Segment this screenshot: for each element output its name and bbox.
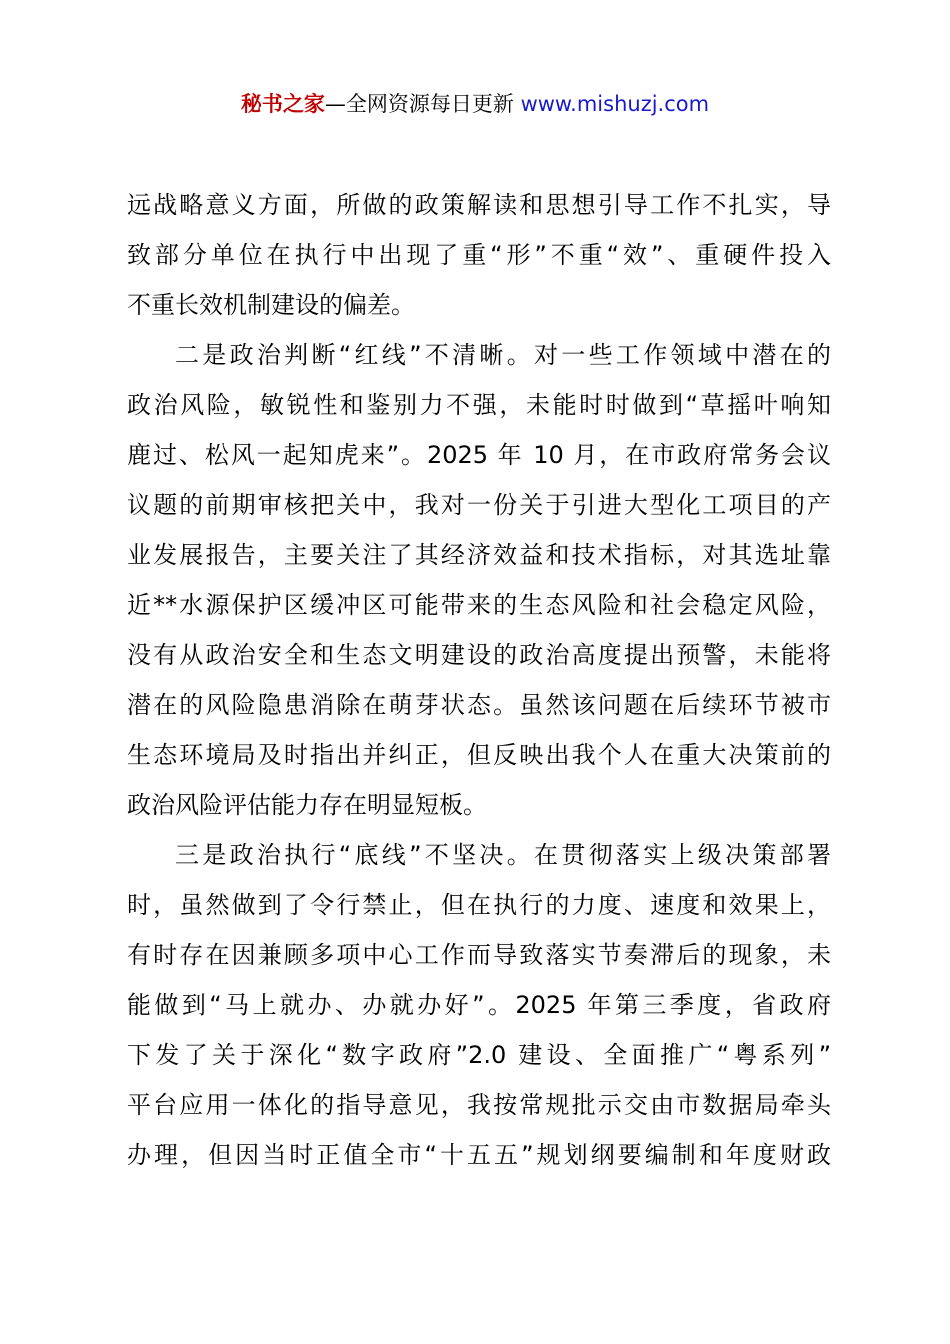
- text-line: 平台应用一体化的指导意见，我按常规批示交由市数据局牵头: [127, 1091, 831, 1119]
- brand-name: 秘书之家: [240, 92, 325, 116]
- paragraph-start-line: 二是政治判断“红线”不清晰。对一些工作领域中潜在的: [175, 341, 831, 369]
- text-line: 致部分单位在执行中出现了重“形”不重“效”、重硬件投入: [127, 241, 831, 269]
- text-line: 议题的前期审核把关中，我对一份关于引进大型化工项目的产: [127, 491, 831, 519]
- paragraph-start-line: 三是政治执行“底线”不坚决。在贯彻落实上级决策部署: [175, 841, 831, 869]
- text-line: 近**水源保护区缓冲区可能带来的生态风险和社会稳定风险，: [127, 591, 831, 619]
- text-line: 没有从政治安全和生态文明建设的政治高度提出预警，未能将: [127, 641, 831, 669]
- text-line: 潜在的风险隐患消除在萌芽状态。虽然该问题在后续环节被市: [127, 691, 831, 719]
- text-line: 能做到“马上就办、办就办好”。2025 年第三季度，省政府: [127, 991, 831, 1019]
- document-body: [127, 180, 831, 1180]
- text-line: 时，虽然做到了令行禁止，但在执行的力度、速度和效果上，: [127, 891, 831, 919]
- site-url-link[interactable]: www.mishuzj.com: [520, 92, 710, 116]
- text-line: 远战略意义方面，所做的政策解读和思想引导工作不扎实，导: [127, 191, 831, 219]
- text-line: 政治风险，敏锐性和鉴别力不强，未能时时做到“草摇叶响知: [127, 391, 831, 419]
- text-line: 下发了关于深化“数字政府”2.0 建设、全面推广“粤系列”: [127, 1041, 831, 1069]
- text-line: 办理，但因当时正值全市“十五五”规划纲要编制和年度财政: [127, 1141, 831, 1169]
- text-line: 有时存在因兼顾多项中心工作而导致落实节奏滞后的现象，未: [127, 941, 831, 969]
- text-line: 鹿过、松风一起知虎来”。2025 年 10 月，在市政府常务会议: [127, 441, 831, 469]
- header-tagline: —全网资源每日更新: [324, 92, 521, 116]
- text-line: 生态环境局及时指出并纠正，但反映出我个人在重大决策前的: [127, 741, 831, 769]
- site-header: [0, 88, 950, 120]
- paragraph-end-line: 不重长效机制建设的偏差。: [127, 291, 415, 319]
- text-line: 业发展报告，主要关注了其经济效益和技术指标，对其选址靠: [127, 541, 831, 569]
- paragraph-end-line: 政治风险评估能力存在明显短板。: [127, 791, 487, 819]
